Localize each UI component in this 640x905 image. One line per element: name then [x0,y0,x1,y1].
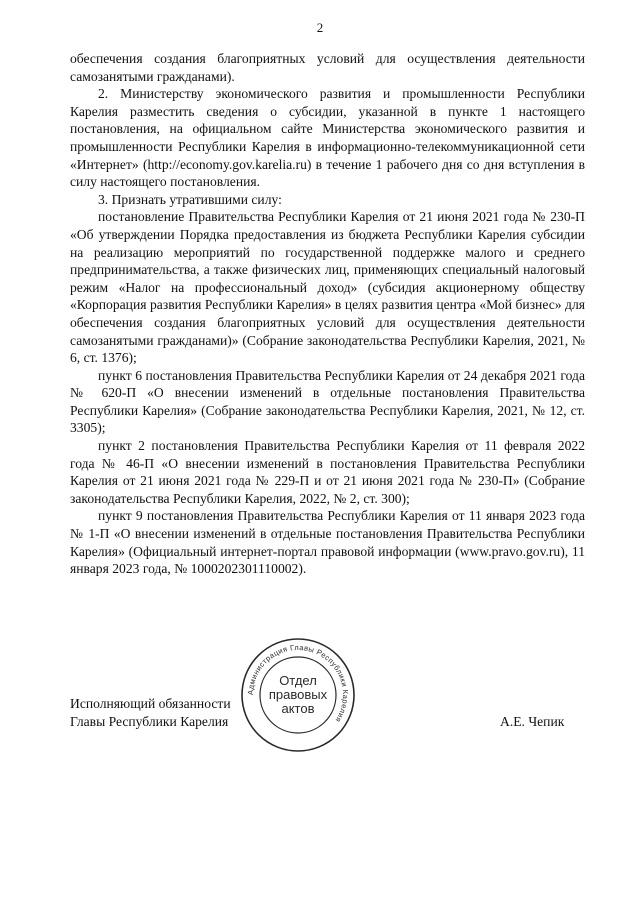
page-number: 2 [316,20,324,35]
document-body [70,50,585,578]
paragraph-item-2: 2. Министерству экономического развития и промышленности Республики Карелия разместить сведения о субсидии, указанной в пункте 1 настоящего постановления, на официальном сайте Министерства экономического развития и промышленности Республики Карелия в информационно-телекоммуникационной сети «Интернет» (http://economy.gov.karelia.ru) в течение 1 рабочего дня со дня вступления в силу настоящего постановления. [70,86,585,190]
official-stamp [238,635,358,755]
signatory-name: А.Е. Чепик [500,714,565,729]
stamp-ring-text: Администрация Главы Республики Карелия [245,642,351,725]
repealed-act-3: пункт 2 постановления Правительства Республики Карелия от 11 февраля 2022 года № 46-П «О внесении изменений в постановления Правительства Республики Карелия от 21 июня 2021 года № 229-П и от 21 июня 2021 года № 230-П» (Собрание законодательства Республики Карелия, 2022, № 2, ст. 300); [70,438,585,506]
repealed-act-4: пункт 9 постановления Правительства Республики Карелия от 11 января 2023 года № 1-П «О внесении изменений в отдельные постановления Правительства Республики Карелия» (Официальный интернет-портал правовой информации (www.pravo.gov.ru), 11 января 2023 года, № 1000202301110002). [70,508,585,577]
stamp-center-line3: актов [281,701,315,716]
paragraph-continuation: обеспечения создания благоприятных условий для осуществления деятельности самозанятыми гражданами). [70,51,585,84]
signatory-position [70,695,231,731]
paragraph-item-3: 3. Признать утратившими силу: [98,191,282,207]
repealed-act-2: пункт 6 постановления Правительства Республики Карелия от 24 декабря 2021 года № 620-П «О внесении изменений в отдельные постановления Правительства Республики Карелия» (Собрание законодательства Республики Карелия, 2021, № 12, ст. 3305); [70,367,585,436]
stamp-center-line2: правовых [268,687,328,702]
stamp-graphic [238,635,358,755]
signatory-position-line1: Исполняющий обязанности [70,696,231,711]
stamp-center-line1: Отдел [279,673,317,688]
signatory-position-line2: Главы Республики Карелия [70,714,229,729]
repealed-act-1: постановление Правительства Республики Карелия от 21 июня 2021 года № 230-П «Об утверждении Порядка предоставления из бюджета Республики Карелия субсидии на реализацию мероприятий по государственной поддержке малого и среднего предпринимательства, а также физических лиц, применяющих специальный налоговый режим «Налог на профессиональный доход» (субсидия акционерному обществу «Корпорация развития Республики Карелия» в целях развития центра «Мой бизнес» для обеспечения создания благоприятных условий для осуществления деятельности самозанятыми гражданами)» (Собрание законодательства Республики Карелия, 2021, № 6, ст. 1376); [70,209,585,366]
